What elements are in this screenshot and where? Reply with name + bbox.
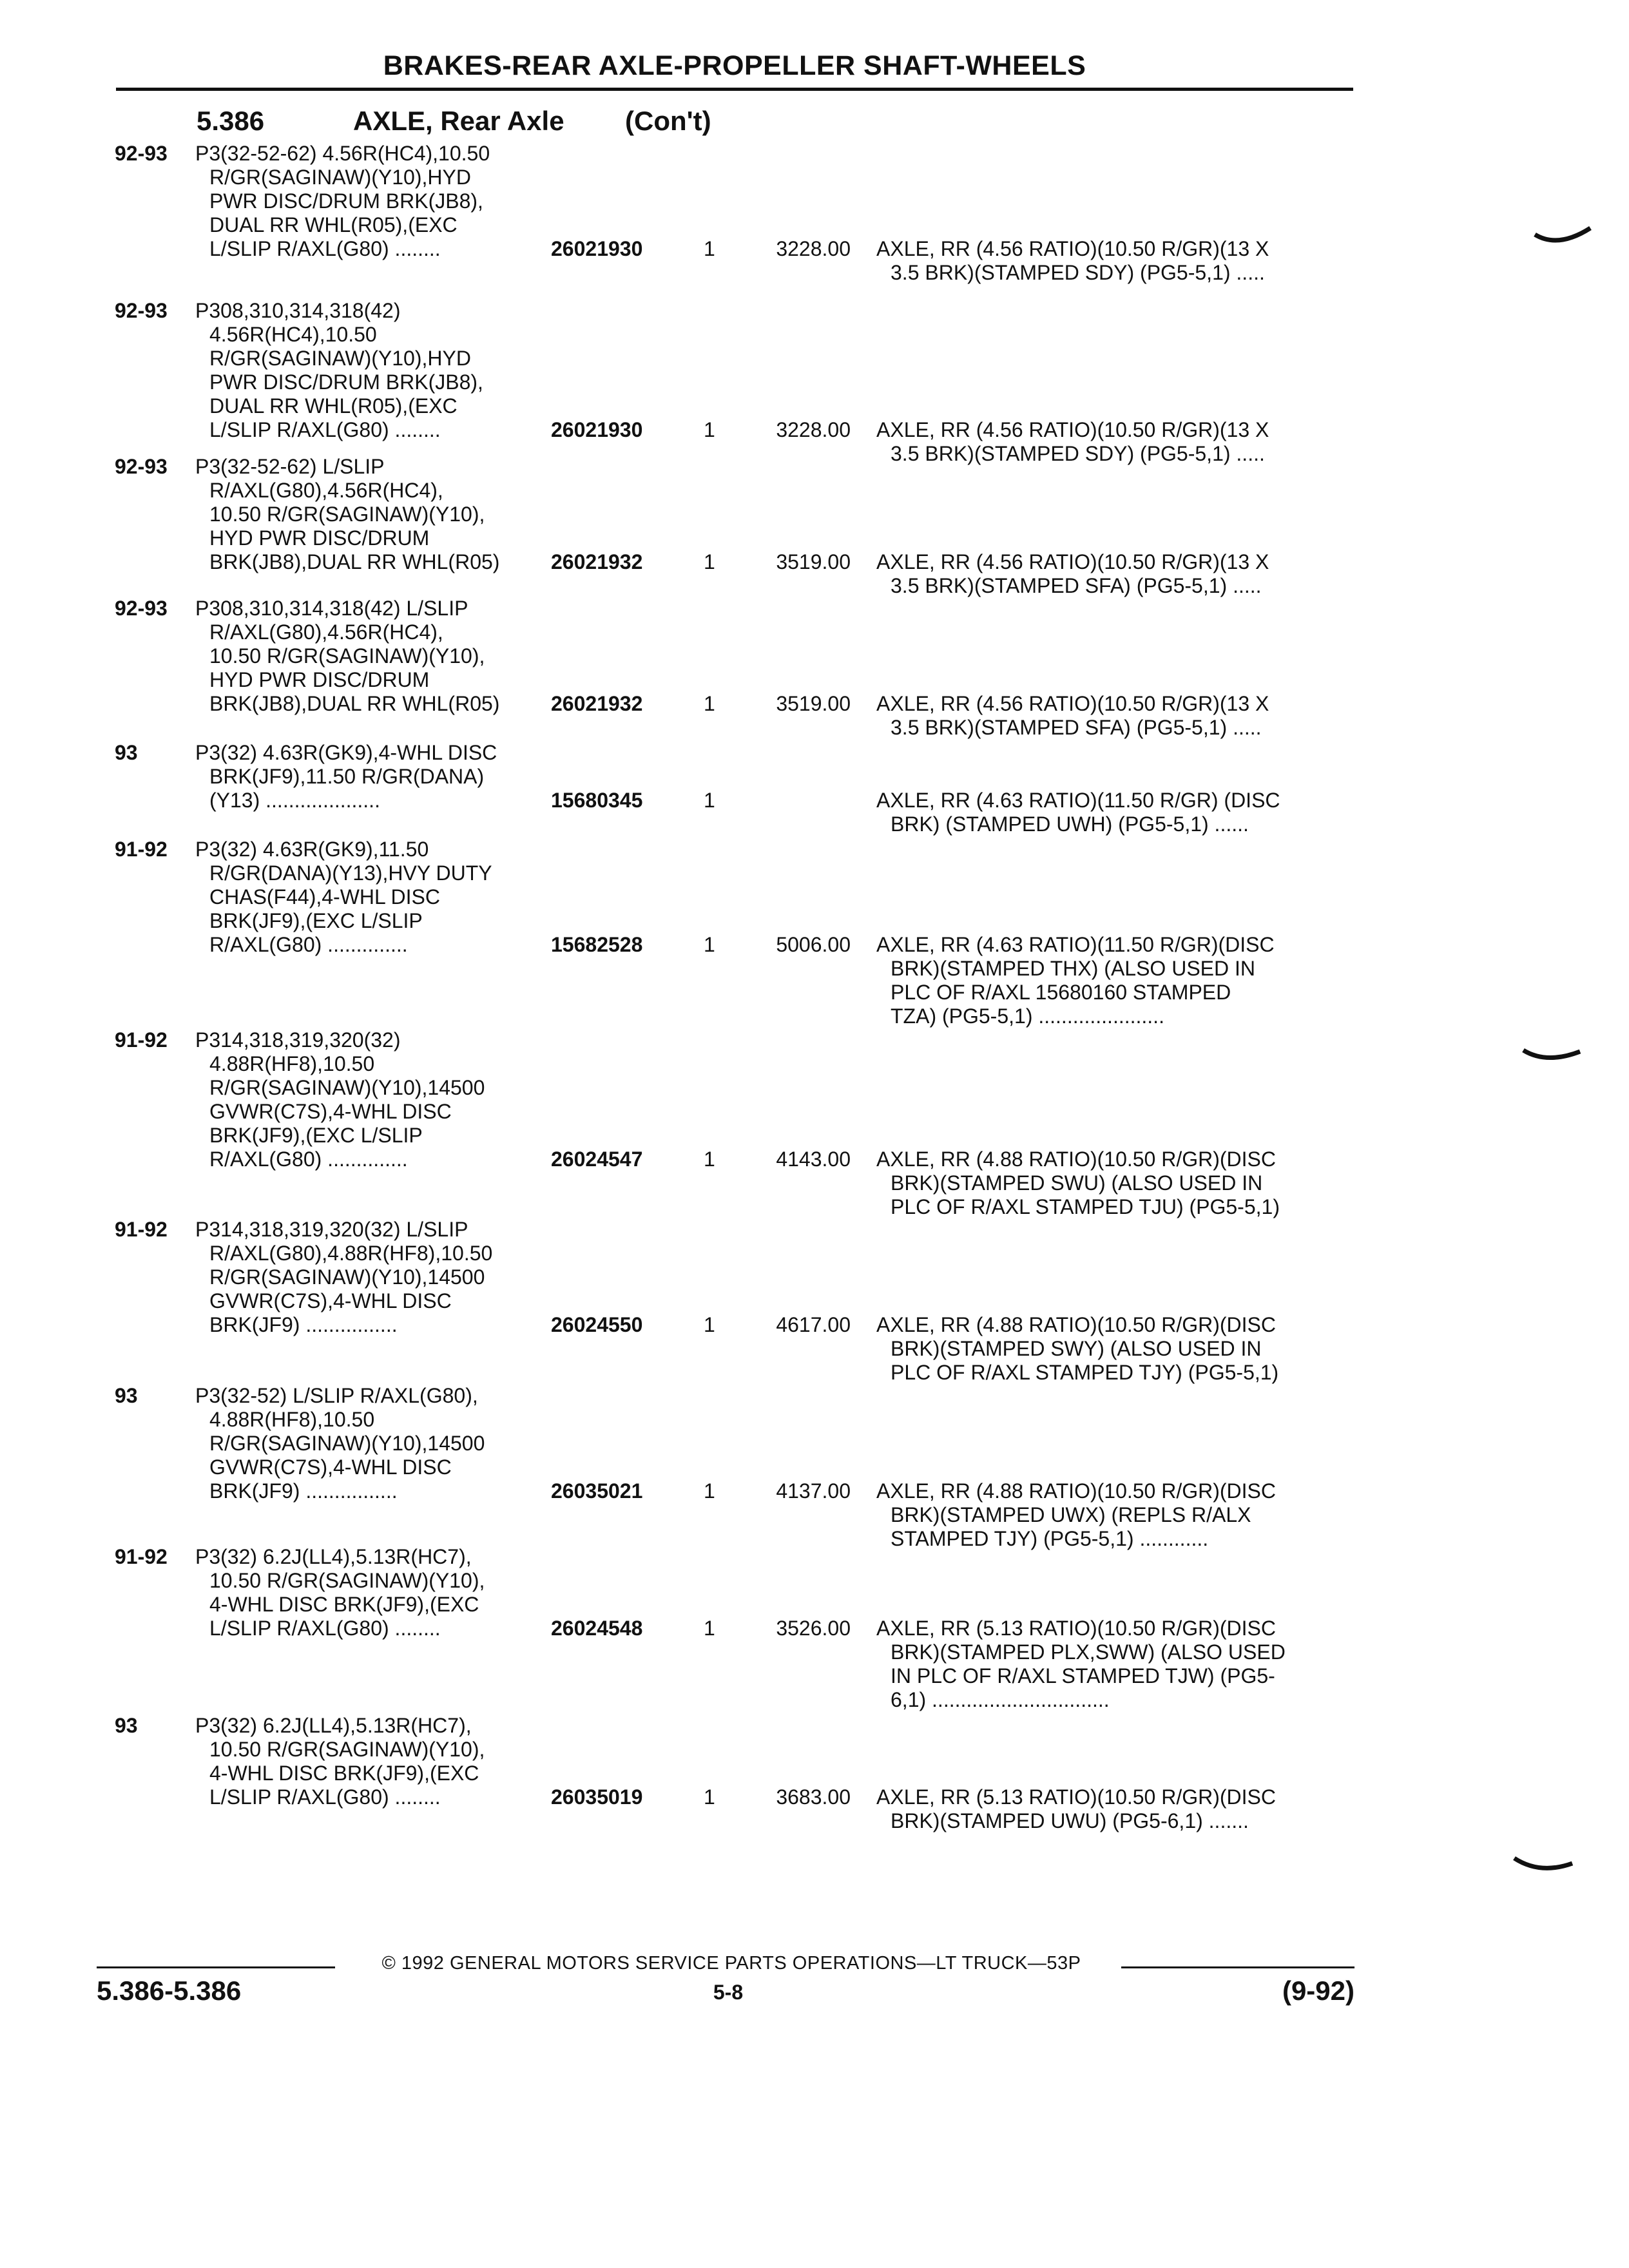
part-name bbox=[876, 1479, 1353, 1551]
part-name-line: AXLE, RR (4.56 RATIO)(10.50 R/GR)(13 X bbox=[876, 418, 1269, 441]
part-name-line: 3.5 BRK)(STAMPED SDY) (PG5-5,1) ..... bbox=[891, 261, 1265, 284]
usage-description-line: BRK(JF9) ................ bbox=[209, 1313, 398, 1336]
footer-rule-right bbox=[1121, 1966, 1354, 1968]
usage-description-line: P314,318,319,320(32) L/SLIP bbox=[195, 1218, 468, 1241]
usage-description bbox=[195, 1384, 550, 1503]
model-years: 93 bbox=[115, 1714, 138, 1737]
quantity: 1 bbox=[704, 1313, 715, 1336]
part-name-line: AXLE, RR (4.56 RATIO)(10.50 R/GR)(13 X bbox=[876, 237, 1269, 260]
part-name-line: AXLE, RR (5.13 RATIO)(10.50 R/GR)(DISC bbox=[876, 1785, 1276, 1809]
usage-description-line: 10.50 R/GR(SAGINAW)(Y10), bbox=[209, 644, 485, 668]
model-years: 92-93 bbox=[115, 455, 168, 478]
margin-tick-mark bbox=[1512, 1847, 1576, 1885]
part-name bbox=[876, 789, 1353, 836]
usage-description-line: L/SLIP R/AXL(G80) ........ bbox=[209, 418, 441, 441]
usage-description bbox=[195, 597, 550, 716]
part-name-line: PLC OF R/AXL STAMPED TJY) (PG5-5,1) bbox=[891, 1361, 1279, 1384]
usage-description-line: BRK(JF9),(EXC L/SLIP bbox=[209, 1124, 423, 1147]
quantity: 1 bbox=[704, 237, 715, 260]
usage-description-line: DUAL RR WHL(R05),(EXC bbox=[209, 213, 458, 236]
model-years: 92-93 bbox=[115, 299, 168, 322]
usage-description-line: 4-WHL DISC BRK(JF9),(EXC bbox=[209, 1762, 479, 1785]
part-name-line: IN PLC OF R/AXL STAMPED TJW) (PG5- bbox=[891, 1664, 1275, 1687]
part-number: 15680345 bbox=[551, 789, 643, 812]
part-name-line: PLC OF R/AXL 15680160 STAMPED bbox=[891, 981, 1231, 1004]
usage-description bbox=[195, 299, 550, 442]
usage-description bbox=[195, 1714, 550, 1809]
quantity: 1 bbox=[704, 550, 715, 573]
part-name-line: AXLE, RR (4.88 RATIO)(10.50 R/GR)(DISC bbox=[876, 1479, 1276, 1503]
part-name-line: 6,1) ............................... bbox=[891, 1688, 1110, 1711]
part-name-line: 3.5 BRK)(STAMPED SFA) (PG5-5,1) ..... bbox=[891, 574, 1262, 597]
usage-description-line: 4.88R(HF8),10.50 bbox=[209, 1052, 375, 1075]
part-name-line: 3.5 BRK)(STAMPED SFA) (PG5-5,1) ..... bbox=[891, 716, 1262, 739]
footer-page-number: 5-8 bbox=[713, 1981, 744, 2004]
usage-description bbox=[195, 455, 550, 574]
usage-description bbox=[195, 1545, 550, 1640]
model-years: 93 bbox=[115, 741, 138, 764]
part-name-line: BRK)(STAMPED THX) (ALSO USED IN bbox=[891, 957, 1255, 980]
list-price: 3526.00 bbox=[776, 1617, 851, 1640]
part-number: 26021932 bbox=[551, 692, 643, 715]
model-years: 92-93 bbox=[115, 597, 168, 620]
part-name bbox=[876, 1617, 1353, 1712]
usage-description-line: P3(32-52) L/SLIP R/AXL(G80), bbox=[195, 1384, 478, 1407]
part-number: 26021930 bbox=[551, 237, 643, 260]
usage-description-line: BRK(JB8),DUAL RR WHL(R05) bbox=[209, 692, 500, 715]
list-price: 4143.00 bbox=[776, 1148, 851, 1171]
part-name-line: 3.5 BRK)(STAMPED SDY) (PG5-5,1) ..... bbox=[891, 442, 1265, 465]
part-name bbox=[876, 1148, 1353, 1219]
usage-description-line: P3(32-52-62) L/SLIP bbox=[195, 455, 385, 478]
part-number: 26021930 bbox=[551, 418, 643, 441]
usage-description-line: PWR DISC/DRUM BRK(JB8), bbox=[209, 189, 483, 213]
quantity: 1 bbox=[704, 933, 715, 956]
usage-description-line: R/GR(SAGINAW)(Y10),14500 bbox=[209, 1432, 485, 1455]
quantity: 1 bbox=[704, 692, 715, 715]
usage-description bbox=[195, 1218, 550, 1337]
quantity: 1 bbox=[704, 1785, 715, 1809]
usage-description-line: L/SLIP R/AXL(G80) ........ bbox=[209, 1785, 441, 1809]
list-price: 3683.00 bbox=[776, 1785, 851, 1809]
usage-description-line: P314,318,319,320(32) bbox=[195, 1028, 401, 1052]
usage-description-line: 10.50 R/GR(SAGINAW)(Y10), bbox=[209, 1738, 485, 1761]
usage-description-line: 10.50 R/GR(SAGINAW)(Y10), bbox=[209, 1569, 485, 1592]
usage-description-line: R/GR(SAGINAW)(Y10),HYD bbox=[209, 347, 471, 370]
usage-description-line: R/GR(SAGINAW)(Y10),14500 bbox=[209, 1265, 485, 1289]
list-price: 3519.00 bbox=[776, 550, 851, 573]
usage-description-line: P308,310,314,318(42) bbox=[195, 299, 401, 322]
quantity: 1 bbox=[704, 789, 715, 812]
usage-description-line: R/GR(SAGINAW)(Y10),14500 bbox=[209, 1076, 485, 1099]
usage-description-line: BRK(JF9) ................ bbox=[209, 1479, 398, 1503]
usage-description bbox=[195, 838, 550, 957]
part-name-line: AXLE, RR (4.88 RATIO)(10.50 R/GR)(DISC bbox=[876, 1148, 1276, 1171]
usage-description-line: BRK(JB8),DUAL RR WHL(R05) bbox=[209, 550, 500, 573]
part-name-line: BRK)(STAMPED UWU) (PG5-6,1) ....... bbox=[891, 1809, 1249, 1832]
part-name-line: PLC OF R/AXL STAMPED TJU) (PG5-5,1) bbox=[891, 1195, 1280, 1218]
part-name-line: BRK)(STAMPED SWU) (ALSO USED IN bbox=[891, 1171, 1263, 1195]
part-number: 15682528 bbox=[551, 933, 643, 956]
usage-description-line: P3(32) 6.2J(LL4),5.13R(HC7), bbox=[195, 1545, 472, 1568]
usage-description-line: R/AXL(G80) .............. bbox=[209, 933, 408, 956]
footer-date: (9-92) bbox=[1282, 1975, 1354, 2006]
part-name-line: BRK)(STAMPED SWY) (ALSO USED IN bbox=[891, 1337, 1262, 1360]
margin-tick-mark bbox=[1532, 216, 1597, 255]
usage-description-line: (Y13) .................... bbox=[209, 789, 380, 812]
footer-rule-left bbox=[97, 1966, 335, 1968]
part-name bbox=[876, 692, 1353, 740]
part-name bbox=[876, 550, 1353, 598]
section-continued: (Con't) bbox=[625, 106, 711, 136]
usage-description-line: DUAL RR WHL(R05),(EXC bbox=[209, 394, 458, 418]
model-years: 91-92 bbox=[115, 1028, 168, 1052]
margin-tick-mark bbox=[1521, 1036, 1585, 1075]
part-name-line: AXLE, RR (4.63 RATIO)(11.50 R/GR) (DISC bbox=[876, 789, 1280, 812]
usage-description-line: PWR DISC/DRUM BRK(JB8), bbox=[209, 370, 483, 394]
usage-description-line: P3(32-52-62) 4.56R(HC4),10.50 bbox=[195, 142, 490, 165]
usage-description-line: L/SLIP R/AXL(G80) ........ bbox=[209, 1617, 441, 1640]
part-number: 26024550 bbox=[551, 1313, 643, 1336]
part-number: 26035019 bbox=[551, 1785, 643, 1809]
usage-description-line: GVWR(C7S),4-WHL DISC bbox=[209, 1456, 452, 1479]
usage-description-line: 4-WHL DISC BRK(JF9),(EXC bbox=[209, 1593, 479, 1616]
quantity: 1 bbox=[704, 1148, 715, 1171]
part-name-line: TZA) (PG5-5,1) ...................... bbox=[891, 1004, 1164, 1028]
part-name-line: BRK)(STAMPED PLX,SWW) (ALSO USED bbox=[891, 1640, 1286, 1664]
part-name bbox=[876, 933, 1353, 1028]
model-years: 91-92 bbox=[115, 1218, 168, 1241]
footer-copyright: © 1992 GENERAL MOTORS SERVICE PARTS OPERATIONS—LT TRUCK—53P bbox=[381, 1953, 1081, 1974]
part-number: 26035021 bbox=[551, 1479, 643, 1503]
list-price: 3228.00 bbox=[776, 237, 851, 260]
part-number: 26024548 bbox=[551, 1617, 643, 1640]
usage-description bbox=[195, 142, 550, 261]
quantity: 1 bbox=[704, 1617, 715, 1640]
part-name-line: AXLE, RR (4.56 RATIO)(10.50 R/GR)(13 X bbox=[876, 692, 1269, 715]
usage-description-line: CHAS(F44),4-WHL DISC bbox=[209, 885, 440, 908]
header-rule bbox=[116, 88, 1353, 91]
usage-description-line: R/AXL(G80),4.56R(HC4), bbox=[209, 479, 443, 502]
section-number: 5.386 bbox=[197, 106, 265, 136]
part-name-line: AXLE, RR (4.88 RATIO)(10.50 R/GR)(DISC bbox=[876, 1313, 1276, 1336]
usage-description-line: 4.56R(HC4),10.50 bbox=[209, 323, 377, 346]
list-price: 4617.00 bbox=[776, 1313, 851, 1336]
quantity: 1 bbox=[704, 418, 715, 441]
part-name bbox=[876, 1313, 1353, 1385]
usage-description bbox=[195, 741, 550, 812]
part-name-line: AXLE, RR (4.56 RATIO)(10.50 R/GR)(13 X bbox=[876, 550, 1269, 573]
usage-description-line: P3(32) 4.63R(GK9),11.50 bbox=[195, 838, 429, 861]
part-number: 26024547 bbox=[551, 1148, 643, 1171]
list-price: 5006.00 bbox=[776, 933, 851, 956]
usage-description-line: R/AXL(G80) .............. bbox=[209, 1148, 408, 1171]
usage-description-line: P308,310,314,318(42) L/SLIP bbox=[195, 597, 468, 620]
list-price: 4137.00 bbox=[776, 1479, 851, 1503]
part-name bbox=[876, 1785, 1353, 1833]
usage-description-line: R/AXL(G80),4.88R(HF8),10.50 bbox=[209, 1242, 493, 1265]
model-years: 92-93 bbox=[115, 142, 168, 165]
part-name-line: STAMPED TJY) (PG5-5,1) ............ bbox=[891, 1527, 1209, 1550]
usage-description-line: R/GR(DANA)(Y13),HVY DUTY bbox=[209, 861, 492, 885]
section-title: AXLE, Rear Axle bbox=[353, 106, 564, 136]
usage-description-line: R/AXL(G80),4.56R(HC4), bbox=[209, 620, 443, 644]
model-years: 91-92 bbox=[115, 1545, 168, 1568]
part-name-line: BRK) (STAMPED UWH) (PG5-5,1) ...... bbox=[891, 812, 1249, 836]
usage-description-line: BRK(JF9),11.50 R/GR(DANA) bbox=[209, 765, 485, 788]
usage-description-line: L/SLIP R/AXL(G80) ........ bbox=[209, 237, 441, 260]
usage-description-line: BRK(JF9),(EXC L/SLIP bbox=[209, 909, 423, 932]
usage-description-line: P3(32) 4.63R(GK9),4-WHL DISC bbox=[195, 741, 497, 764]
usage-description-line: GVWR(C7S),4-WHL DISC bbox=[209, 1100, 452, 1123]
page-header-title: BRAKES-REAR AXLE-PROPELLER SHAFT-WHEELS bbox=[383, 50, 1086, 81]
part-name bbox=[876, 237, 1353, 285]
model-years: 91-92 bbox=[115, 838, 168, 861]
usage-description-line: GVWR(C7S),4-WHL DISC bbox=[209, 1289, 452, 1312]
list-price: 3519.00 bbox=[776, 692, 851, 715]
part-name-line: AXLE, RR (5.13 RATIO)(10.50 R/GR)(DISC bbox=[876, 1617, 1276, 1640]
part-name-line: AXLE, RR (4.63 RATIO)(11.50 R/GR)(DISC bbox=[876, 933, 1275, 956]
quantity: 1 bbox=[704, 1479, 715, 1503]
footer-section-range: 5.386-5.386 bbox=[97, 1975, 242, 2006]
usage-description-line: 4.88R(HF8),10.50 bbox=[209, 1408, 375, 1431]
part-number: 26021932 bbox=[551, 550, 643, 573]
usage-description-line: 10.50 R/GR(SAGINAW)(Y10), bbox=[209, 503, 485, 526]
usage-description bbox=[195, 1028, 550, 1171]
usage-description-line: HYD PWR DISC/DRUM bbox=[209, 668, 430, 691]
usage-description-line: HYD PWR DISC/DRUM bbox=[209, 526, 430, 550]
list-price: 3228.00 bbox=[776, 418, 851, 441]
model-years: 93 bbox=[115, 1384, 138, 1407]
part-name-line: BRK)(STAMPED UWX) (REPLS R/ALX bbox=[891, 1503, 1251, 1526]
usage-description-line: R/GR(SAGINAW)(Y10),HYD bbox=[209, 166, 471, 189]
part-name bbox=[876, 418, 1353, 466]
usage-description-line: P3(32) 6.2J(LL4),5.13R(HC7), bbox=[195, 1714, 472, 1737]
